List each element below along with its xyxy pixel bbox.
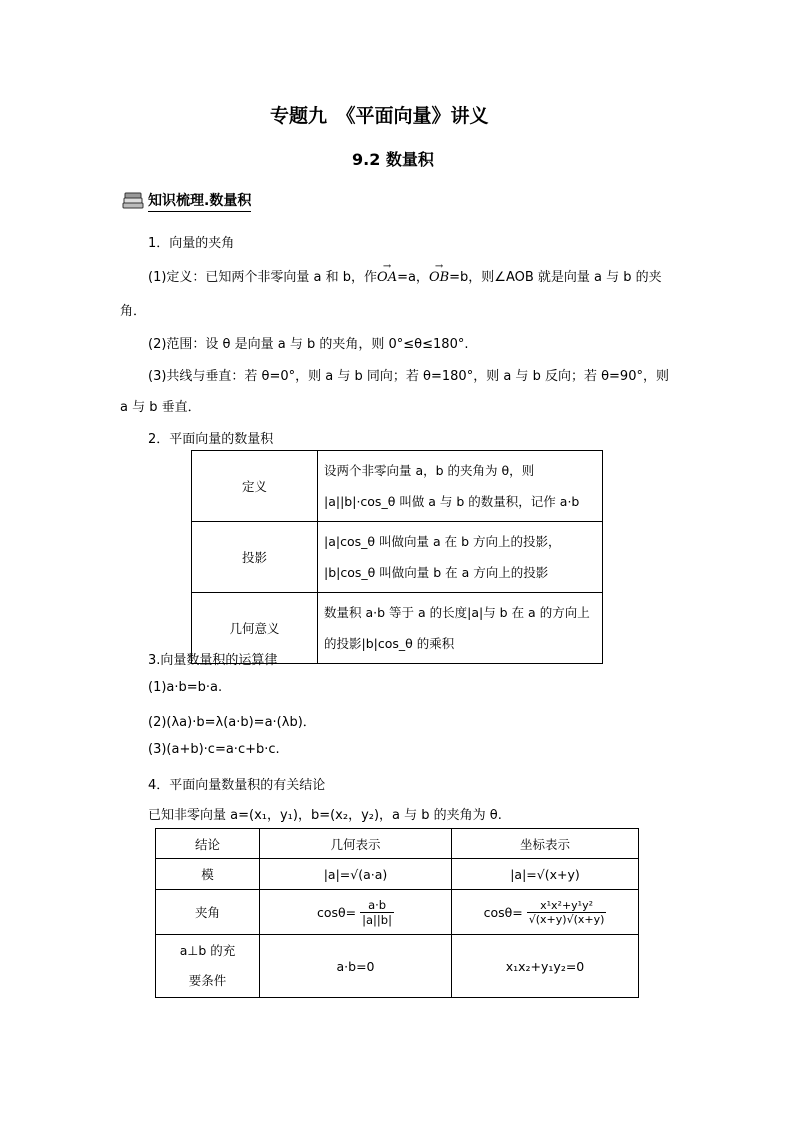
row-head: 几何意义 xyxy=(192,593,318,664)
coord-cell: x₁x₂+y₁y₂=0 xyxy=(452,935,639,998)
coord-cell: cosθ= $\frac{\text{x¹x²+y¹y²}}{√(x+y)√(x+y)}$ xyxy=(452,890,639,935)
geo-cell: cosθ= $\frac{a\cdot b}{|a||b|}$ xyxy=(260,890,452,935)
table-row xyxy=(156,935,639,998)
fraction-numerator: a·b xyxy=(360,898,394,913)
section-heading: 知识梳理.数量积 xyxy=(148,190,251,212)
collinear-line: (3)共线与垂直：若 θ=0°，则 a 与 b 同向；若 θ=180°，则 a 与 b 反向；若 θ=90°，则 xyxy=(148,369,669,384)
geo-cell: a·b=0 xyxy=(260,935,452,998)
range-line: (2)范围：设 θ 是向量 a 与 b 的夹角，则 0°≤θ≤180°. xyxy=(148,337,469,352)
books-icon xyxy=(121,190,145,214)
definition-cont: 角． xyxy=(120,304,147,319)
fraction-denominator: √(x+y)√(x+y) xyxy=(528,912,605,926)
dot-product-table xyxy=(191,450,603,664)
row-head: 定义 xyxy=(192,451,318,522)
definition-line: (1)定义：已知两个非零向量 a 和 b，作 → OA=a， → OB=b，则∠AOB 就是向量 a 与 b 的夹 xyxy=(148,261,662,285)
row-content: 设两个非零向量 a，b 的夹角为 θ，则 |a||b|·cos_θ 叫做 a 与 b 的数量积，记作 a·b xyxy=(318,451,603,522)
page-title: 专题九 《平面向量》讲义 xyxy=(270,105,489,127)
law-commutative: (1)a·b=b·a. xyxy=(148,680,223,695)
fraction-numerator: x¹x²+y¹y² xyxy=(527,899,607,913)
col-header: 结论 xyxy=(156,829,260,859)
page-subtitle: 9.2 数量积 xyxy=(352,150,434,169)
vector-oa: → OA xyxy=(377,261,398,285)
row-content: 数量积 a·b 等于 a 的长度|a|与 b 在 a 的方向上 的投影|b|cos_θ 的乘积 xyxy=(318,593,603,664)
table-row xyxy=(192,451,603,522)
part2-heading: 2．平面向量的数量积 xyxy=(148,432,274,447)
table-header-row xyxy=(156,829,639,859)
collinear-cont: a 与 b 垂直． xyxy=(120,400,201,415)
law-distributive: (3)(a+b)·c=a·c+b·c. xyxy=(148,742,280,757)
col-header: 几何表示 xyxy=(260,829,452,859)
conclusions-table xyxy=(155,828,639,998)
vector-ob: → OB xyxy=(428,261,450,285)
table-row xyxy=(156,859,639,890)
row-label: 夹角 xyxy=(156,890,260,935)
geo-cell: |a|=√(a·a) xyxy=(260,859,452,890)
table-row xyxy=(156,890,639,935)
fraction-denominator: |a||b| xyxy=(362,912,392,927)
part1-heading: 1．向量的夹角 xyxy=(148,236,235,251)
coord-cell: |a|=√(x+y) xyxy=(452,859,639,890)
part4-heading: 4．平面向量数量积的有关结论 xyxy=(148,778,326,793)
row-label: 模 xyxy=(156,859,260,890)
law-associative: (2)(λa)·b=λ(a·b)=a·(λb)． xyxy=(148,715,316,730)
table-row xyxy=(192,522,603,593)
row-content: |a|cos_θ 叫做向量 a 在 b 方向上的投影， |b|cos_θ 叫做向量 b 在 a 方向上的投影 xyxy=(318,522,603,593)
row-label: a⊥b 的充 要条件 xyxy=(156,935,260,998)
part3-heading: 3.向量数量积的运算律 xyxy=(148,653,278,668)
row-head: 投影 xyxy=(192,522,318,593)
part4-intro: 已知非零向量 a=(x₁，y₁)，b=(x₂，y₂)，a 与 b 的夹角为 θ. xyxy=(148,808,502,823)
col-header: 坐标表示 xyxy=(452,829,639,859)
